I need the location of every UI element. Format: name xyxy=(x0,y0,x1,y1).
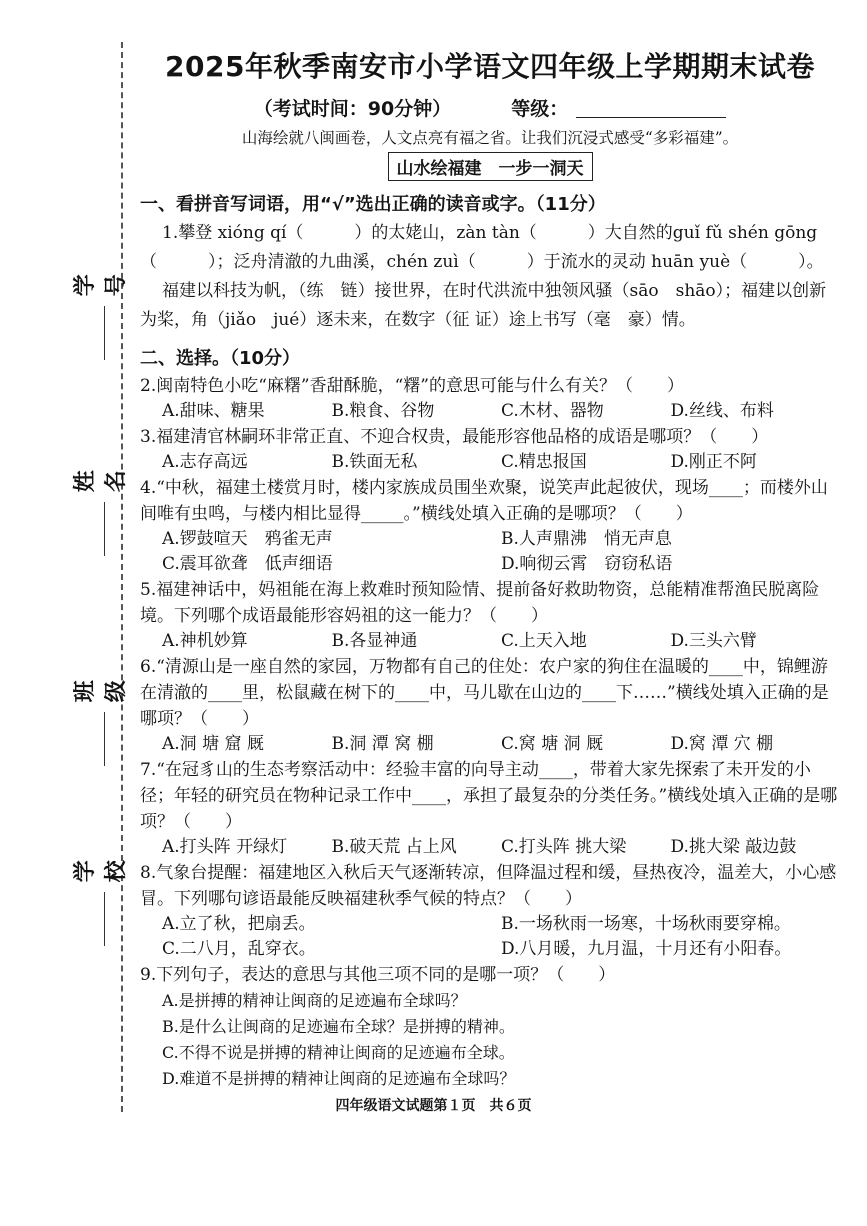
option[interactable]: B.铁面无私 xyxy=(331,452,418,472)
option[interactable]: D.窝 潭 穴 棚 xyxy=(670,734,774,754)
option[interactable]: B.粮食、谷物 xyxy=(331,401,435,421)
option[interactable]: D.难道不是拼搏的精神让闽商的足迹遍布全球吗？ xyxy=(162,1069,516,1088)
option[interactable]: A.甜味、糖果 xyxy=(162,401,265,421)
class-blank[interactable] xyxy=(94,712,105,766)
binding-margin xyxy=(0,0,128,1226)
question-stem: 9.下列句子，表达的意思与其他三项不同的是哪一项？（ ） xyxy=(140,965,616,985)
question-stem: 3.福建清官林嗣环非常正直、不迎合权贵，最能形容他品格的成语是哪项？（ ） xyxy=(140,427,769,447)
section1-heading: 一、看拼音写词语，用“√”选出正确的读音或字。（11分） xyxy=(140,194,606,215)
choose-question[interactable]: 福建以科技为帆，（练 链）接世界，在时代洪流中独领风骚（sāo shāo）；福建以创新为桨，角（jiǎo jué）逐未来，在数字（征 证）途上书写（毫 豪）情。 xyxy=(140,281,827,330)
option[interactable]: B.洞 潭 窝 棚 xyxy=(331,734,434,754)
pinyin-question[interactable]: 1.攀登 xióng qí（ ）的太姥山，zàn tàn（ ）大自然的guǐ fǔ shén gōng（ ）；泛舟清澈的九曲溪，chén zuì（ ）于流水的灵动 huān yuè（ ）。 xyxy=(140,223,824,272)
option[interactable]: A.洞 塘 窟 厩 xyxy=(162,734,264,754)
option[interactable]: C.上天入地 xyxy=(501,631,587,651)
option[interactable]: D.八月暖，九月温，十月还有小阳春。 xyxy=(501,939,792,959)
name-field[interactable] xyxy=(68,466,130,556)
option-row xyxy=(140,732,840,757)
option-row xyxy=(140,527,840,552)
student-id-field[interactable] xyxy=(68,270,130,360)
option[interactable]: A.是拼搏的精神让闽商的足迹遍布全球吗？ xyxy=(162,991,467,1010)
option[interactable]: B.是什么让闽商的足迹遍布全球？是拼搏的精神。 xyxy=(162,1017,515,1036)
name-blank[interactable] xyxy=(94,502,105,556)
option[interactable]: A.立了秋，把扇丢。 xyxy=(162,914,316,934)
option[interactable]: A.神机妙算 xyxy=(162,631,248,651)
page-footer: 四年级语文试题第１页 共６页 xyxy=(335,1098,532,1114)
option[interactable]: A.打头阵 开绿灯 xyxy=(162,837,288,857)
option-row xyxy=(140,988,840,1092)
school-label: 学校 xyxy=(73,860,129,883)
option[interactable]: C.震耳欲聋 低声细语 xyxy=(162,554,333,574)
option-row xyxy=(140,835,840,860)
question-stem: 4.“中秋，福建土楼赏月时，楼内家族成员围坐欢聚，说笑声此起彼伏，现场____；而楼外山间唯有虫鸣，与楼内相比显得_____。”横线处填入正确的是哪项？（ ） xyxy=(140,478,828,524)
option-row xyxy=(140,399,840,424)
option[interactable]: D.丝线、布料 xyxy=(670,401,774,421)
option[interactable]: B.破天荒 占上风 xyxy=(331,837,457,857)
option[interactable]: D.挑大梁 敲边鼓 xyxy=(670,837,797,857)
option-row xyxy=(140,912,840,937)
class-field[interactable] xyxy=(68,676,130,766)
option[interactable]: B.一场秋雨一场寒，十场秋雨要穿棉。 xyxy=(501,914,791,934)
option[interactable]: C.窝 塘 洞 厩 xyxy=(501,734,604,754)
option[interactable]: D.刚正不阿 xyxy=(670,452,757,472)
option[interactable]: D.三头六臂 xyxy=(670,631,757,651)
option[interactable]: A.锣鼓喧天 鸦雀无声 xyxy=(162,529,333,549)
question-stem: 5.福建神话中，妈祖能在海上救难时预知险情、提前备好救助物资，总能精准帮渔民脱离险境。下列哪个成语最能形容妈祖的这一能力？（ ） xyxy=(140,580,820,626)
exam-time: （考试时间：90分钟） xyxy=(253,97,452,120)
section-banner: 山水绘福建 一步一洞天 xyxy=(388,152,593,181)
option[interactable]: B.各显神通 xyxy=(331,631,418,651)
banner-wrap xyxy=(140,152,840,181)
option-row xyxy=(140,450,840,475)
cut-line xyxy=(121,42,123,1112)
option[interactable]: C.二八月，乱穿衣。 xyxy=(162,939,316,959)
option[interactable]: C.精忠报国 xyxy=(501,452,587,472)
option-row xyxy=(140,937,840,962)
option[interactable]: C.打头阵 挑大梁 xyxy=(501,837,627,857)
exam-info xyxy=(140,92,840,122)
section2-heading: 二、选择。（10分） xyxy=(140,348,301,369)
option[interactable]: B.人声鼎沸 悄无声息 xyxy=(501,529,672,549)
grade-label: 等级： xyxy=(511,97,569,120)
option[interactable]: C.不得不说是拼搏的精神让闽商的足迹遍布全球。 xyxy=(162,1043,515,1062)
school-field[interactable] xyxy=(68,856,130,946)
question-stem: 6.“清源山是一座自然的家园，万物都有自己的住处：农户家的狗住在温暖的____中，锦鲤游在清澈的____里，松鼠藏在树下的____中，马儿歇在山边的____下……”横线处填入正确的是哪项？（ ） xyxy=(140,657,829,729)
question-stem: 8.气象台提醒：福建地区入秋后天气逐渐转凉，但降温过程和缓，昼热夜冷，温差大，小心感冒。下列哪句谚语最能反映福建秋季气候的特点？（ ） xyxy=(140,863,837,909)
option[interactable]: D.响彻云霄 窃窃私语 xyxy=(501,554,673,574)
school-blank[interactable] xyxy=(94,892,105,946)
question-stem: 7.“在冠豸山的生态考察活动中：经验丰富的向导主动____，带着大家先探索了未开发的小径；年轻的研究员在物种记录工作中____，承担了最复杂的分类任务。”横线处填入正确的是哪项？（ ） xyxy=(140,760,838,832)
name-label: 姓名 xyxy=(73,470,129,493)
option-row xyxy=(140,552,840,577)
class-label: 班级 xyxy=(73,680,129,703)
intro-text: 山海绘就八闽画卷，人文点亮有福之省。让我们沉浸式感受“多彩福建”。 xyxy=(241,129,739,147)
grade-blank[interactable] xyxy=(576,97,726,118)
exam-page xyxy=(140,46,840,1092)
option[interactable]: A.志存高远 xyxy=(162,452,248,472)
student-id-blank[interactable] xyxy=(94,306,105,360)
option-row xyxy=(140,629,840,654)
option[interactable]: C.木材、器物 xyxy=(501,401,604,421)
question-stem: 2.闽南特色小吃“麻糬”香甜酥脆，“糬”的意思可能与什么有关？（ ） xyxy=(140,376,684,396)
page-title: 2025年秋季南安市小学语文四年级上学期期末试卷 xyxy=(165,50,815,83)
student-id-label: 学号 xyxy=(73,274,129,297)
